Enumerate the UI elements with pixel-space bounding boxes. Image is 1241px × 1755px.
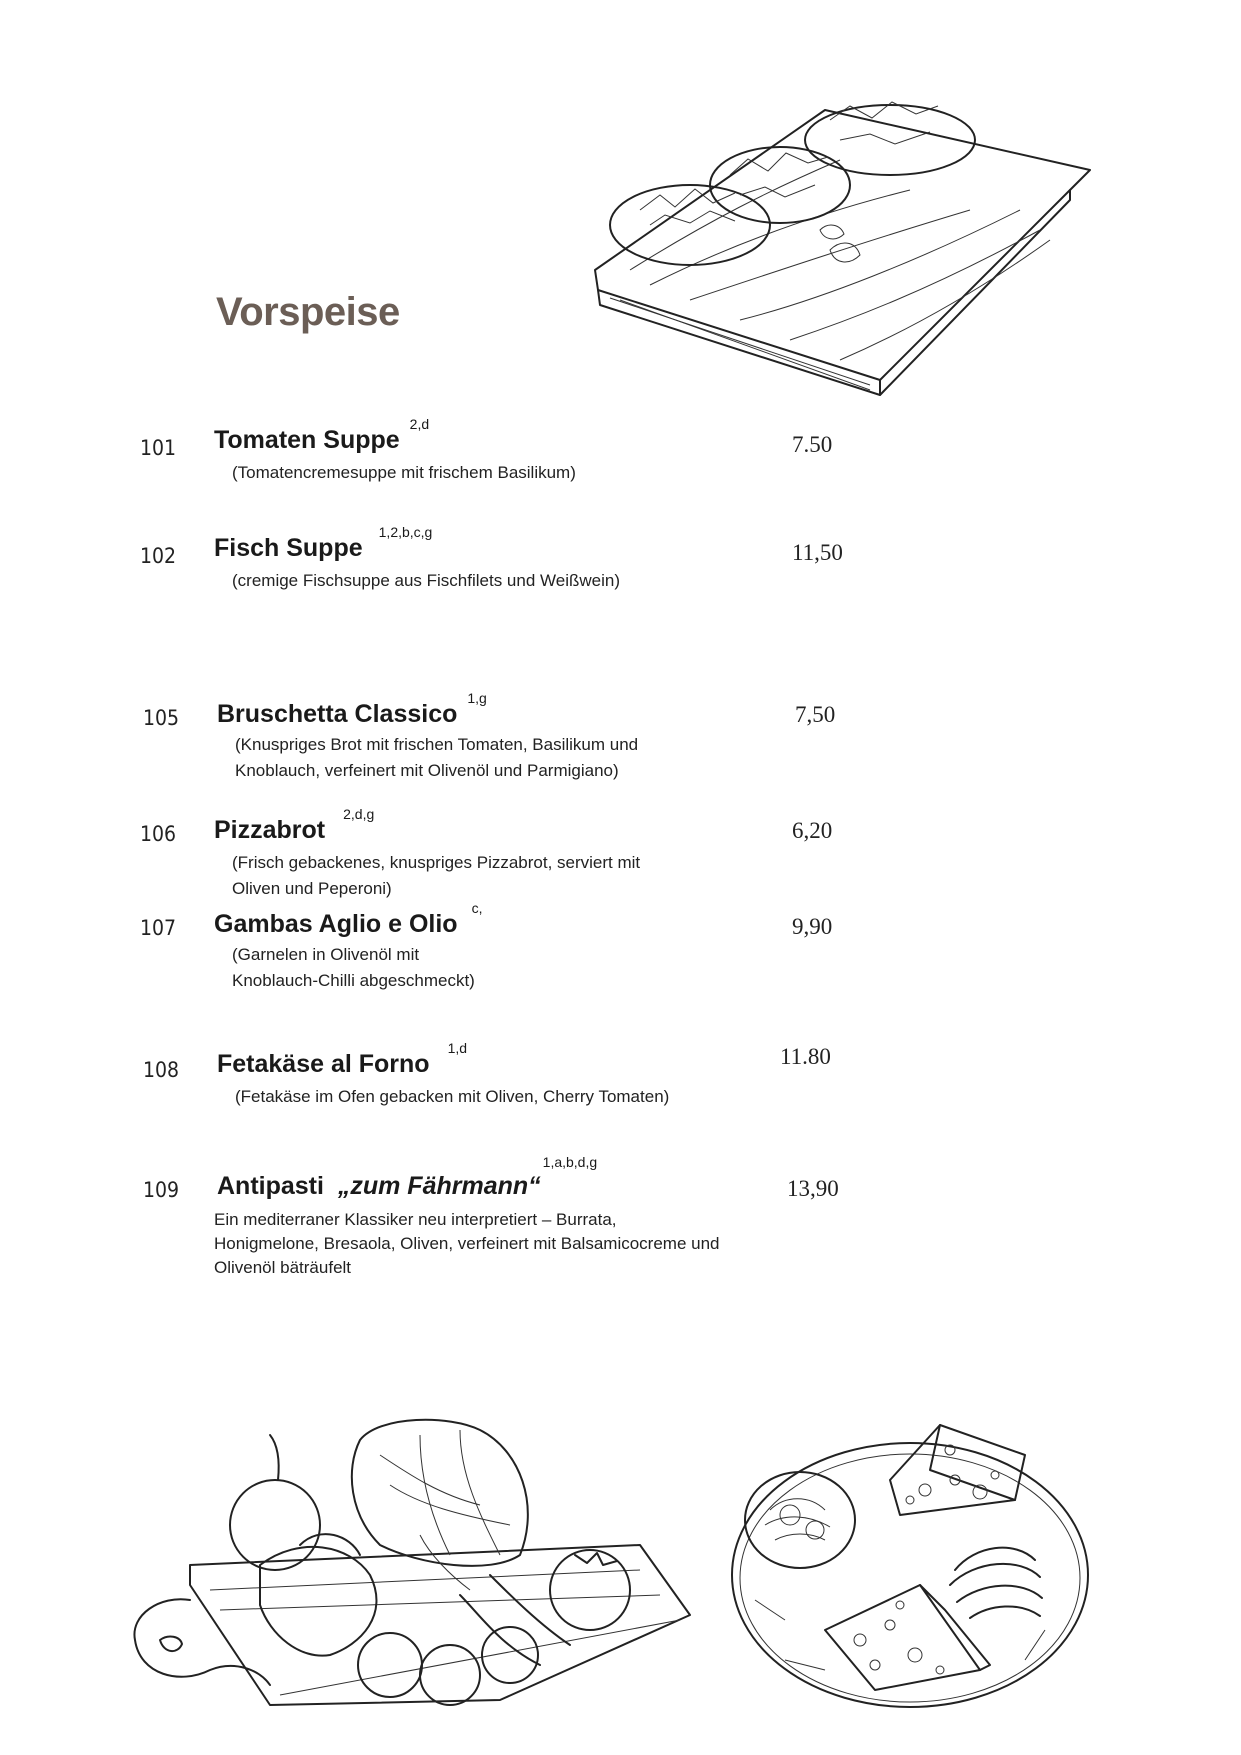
allergen-codes: 2,d	[409, 416, 430, 432]
allergen-codes: 1,a,b,d,g	[542, 1154, 598, 1170]
item-name: Antipasti „zum Fährmann“$^{1,a,b,d,g}$	[217, 1154, 598, 1200]
item-description: (Frisch gebackenes, knuspriges Pizzabrot, serviert mit Oliven und Peperoni)	[232, 853, 641, 898]
item-name: Bruschetta Classico$^{1,g}$	[217, 690, 487, 728]
item-name: Fisch Suppe$^{1,2,b,c,g}$	[214, 524, 433, 562]
item-name: Pizzabrot$^{2,d,g}$	[214, 806, 375, 844]
item-name-italic: „zum Fährmann“	[337, 1172, 541, 1200]
item-description: (Garnelen in Olivenöl mit Knoblauch-Chilli abgeschmeckt)	[232, 945, 475, 990]
item-number: 105	[143, 706, 180, 730]
item-number: 102	[140, 544, 177, 568]
item-price: 6,20	[792, 818, 833, 843]
item-name: Fetakäse al Forno$^{1,d}$	[217, 1040, 468, 1078]
allergen-codes: 1,g	[467, 690, 487, 706]
item-description: (cremige Fischsuppe aus Fischfilets und Weißwein)	[232, 571, 620, 590]
item-number: 108	[143, 1058, 180, 1082]
item-number: 109	[143, 1178, 180, 1202]
item-price: 13,90	[787, 1176, 839, 1201]
allergen-codes: 2,d,g	[343, 806, 375, 822]
item-name: Gambas Aglio e Olio$^{c,}$	[214, 900, 483, 938]
cheese-plate-illustration	[725, 1420, 1095, 1720]
allergen-codes: c,	[471, 900, 483, 916]
item-number: 106	[140, 822, 177, 846]
item-number: 101	[140, 436, 177, 460]
item-name: Tomaten Suppe$^{2,d}$	[214, 416, 430, 454]
item-price: 11.80	[780, 1044, 831, 1069]
bruschetta-board-illustration	[590, 100, 1110, 400]
item-price: 9,90	[792, 914, 833, 939]
item-price: 7,50	[795, 702, 836, 727]
vegetables-board-illustration	[120, 1415, 700, 1715]
item-description: Ein mediterraner Klassiker neu interpretiert – Burrata, Honigmelone, Bresaola, Oliven, verfeinert mit Balsamicocreme und Olivenöl bäträufelt	[214, 1210, 720, 1277]
item-price: 7.50	[792, 432, 833, 457]
item-description: (Knuspriges Brot mit frischen Tomaten, Basilikum und Knoblauch, verfeinert mit Olivenöl und Parmigiano)	[235, 735, 639, 780]
section-title: Vorspeise	[216, 290, 400, 334]
item-description: (Fetakäse im Ofen gebacken mit Oliven, Cherry Tomaten)	[235, 1087, 670, 1106]
item-number: 107	[140, 916, 177, 940]
allergen-codes: 1,d	[447, 1040, 468, 1056]
item-price: 11,50	[792, 540, 843, 565]
allergen-codes: 1,2,b,c,g	[378, 524, 433, 540]
item-description: (Tomatencremesuppe mit frischem Basilikum)	[232, 463, 576, 482]
